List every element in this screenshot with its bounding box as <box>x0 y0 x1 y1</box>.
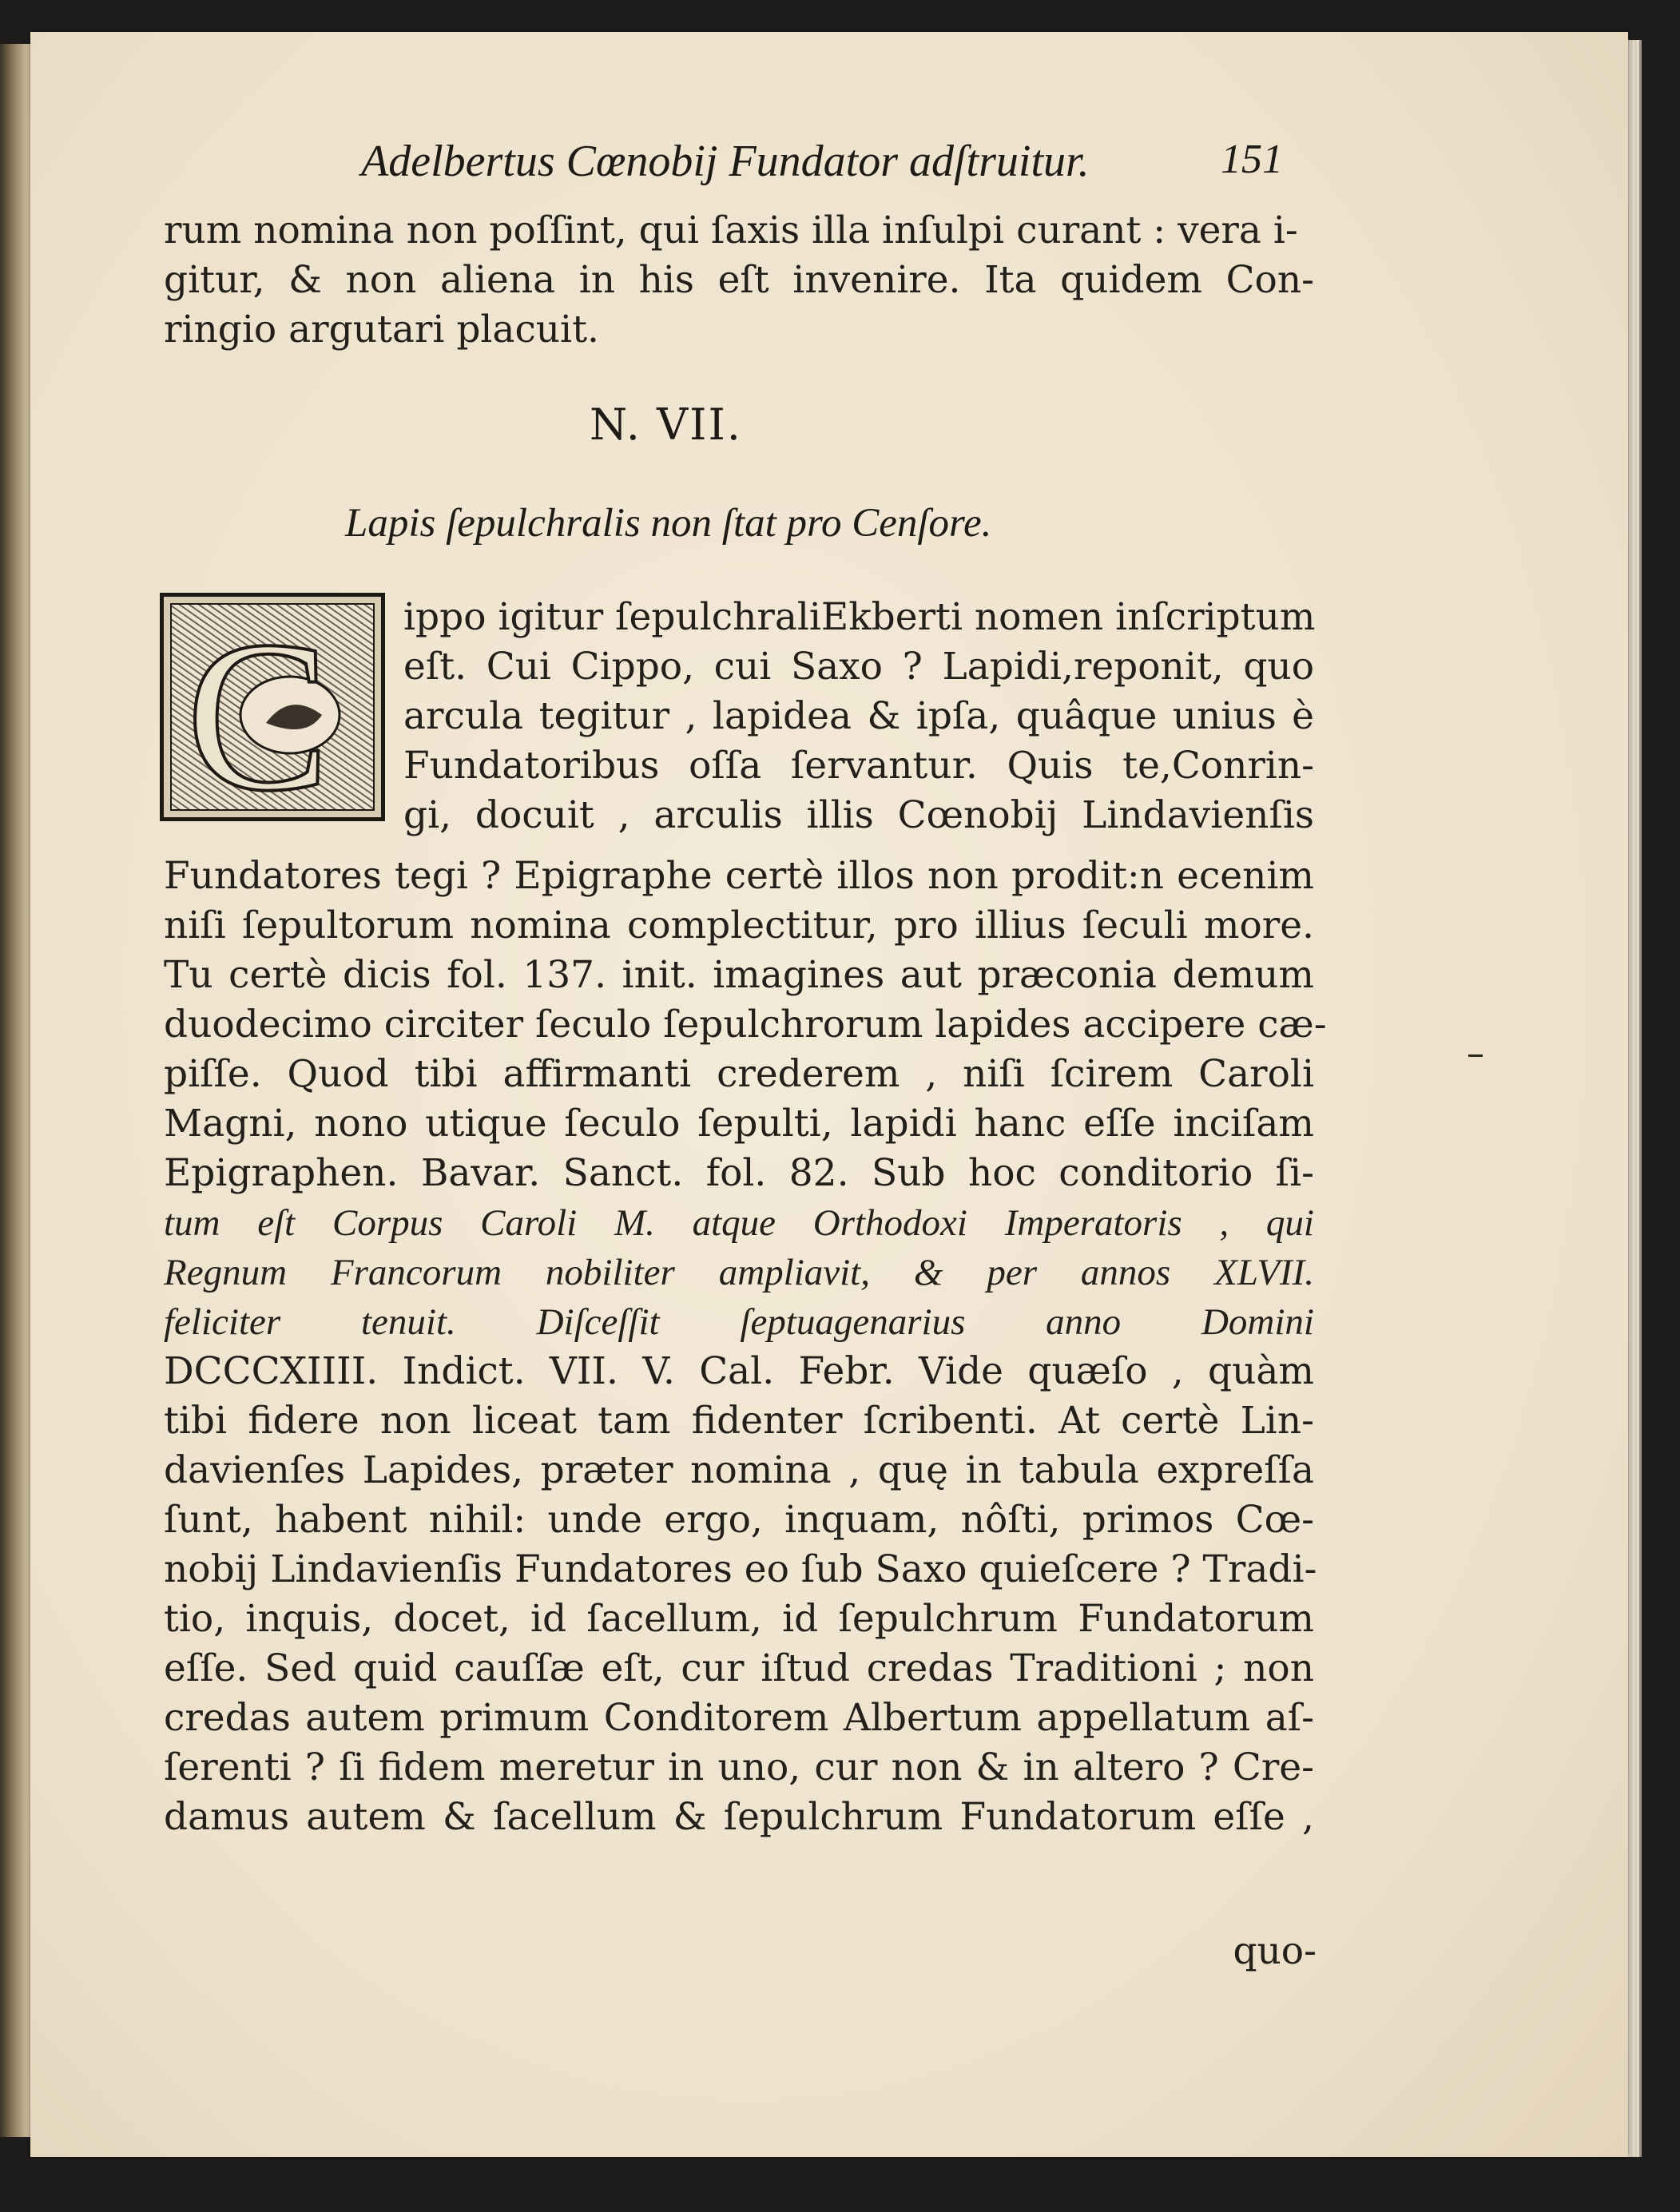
initial-letter-c-icon <box>170 603 375 811</box>
text-line: tibi fidere non liceat tam fidenter ſcribenti. At certè Lin- <box>164 1399 1314 1443</box>
section-number: N. VII. <box>590 399 742 450</box>
section-title: Lapis ſepulchralis non ſtat pro Cenſore. <box>345 501 992 546</box>
running-title: Adelbertus Cœnobij Fundator adſtruitur. <box>361 137 1090 186</box>
text-line: ippo igitur ſepulchraliEkberti nomen inſcriptum <box>403 595 1316 639</box>
text-line: rum nomina non poſſint, qui ſaxis illa inſulpi curant : vera i- <box>164 208 1298 252</box>
text-line: tio, inquis, docet, id ſacellum, id ſepulchrum Fundatorum <box>164 1597 1314 1641</box>
text-line: DCCCXIIII. Indict. VII. V. Cal. Febr. Vide quæſo , quàm <box>164 1349 1314 1393</box>
text-line: niſi ſepultorum nomina complectitur, pro illius ſeculi more. <box>164 903 1314 947</box>
text-line: davienſes Lapides, præter nomina , quę in tabula expreſſa <box>164 1448 1314 1492</box>
decorated-initial <box>160 593 385 821</box>
text-line: Fundatores tegi ? Epigraphe certè illos non prodit:n ecenim <box>164 854 1314 898</box>
margin-mark <box>1468 1054 1483 1057</box>
text-line: feliciter tenuit. Diſceſſit ſeptuagenarius anno Domini <box>164 1301 1314 1343</box>
text-line: tum eſt Corpus Caroli M. atque Orthodoxi Imperatoris , qui <box>164 1202 1314 1244</box>
text-line: gi, docuit , arculis illis Cœnobij Lindavienſis <box>403 793 1314 837</box>
text-line: damus autem & ſacellum & ſepulchrum Fundatorum eſſe , <box>164 1795 1314 1839</box>
text-line: ſerenti ? ſi fidem meretur in uno, cur non & in altero ? Cre- <box>164 1745 1314 1789</box>
book-left-edge <box>0 44 30 2137</box>
drop-cap-letter: C <box>186 603 331 811</box>
text-line: arcula tegitur , lapidea & ipſa, quâque unius è <box>403 694 1314 738</box>
text-line: piſſe. Quod tibi affirmanti crederem , niſi ſcirem Caroli <box>164 1052 1314 1096</box>
text-line: gitur, & non aliena in his eſt invenire. Ita quidem Con- <box>164 258 1314 302</box>
text-line: eſt. Cui Cippo, cui Saxo ? Lapidi,reponit, quo <box>403 645 1314 689</box>
text-line: duodecimo circiter ſeculo ſepulchrorum lapides accipere cæ- <box>164 1003 1327 1046</box>
text-line: nobij Lindavienſis Fundatores eo ſub Saxo quieſcere ? Tradi- <box>164 1547 1317 1591</box>
text-line: Epigraphen. Bavar. Sanct. fol. 82. Sub hoc conditorio ſi- <box>164 1151 1314 1195</box>
text-line: Tu certè dicis fol. 137. init. imagines aut præconia demum <box>164 953 1314 997</box>
text-line: eſſe. Sed quid cauſſæ eſt, cur iſtud credas Traditioni ; non <box>164 1646 1314 1690</box>
page-number: 151 <box>1221 137 1283 182</box>
text-line: credas autem primum Conditorem Albertum appellatum aſ- <box>164 1696 1314 1740</box>
text-line: Regnum Francorum nobiliter ampliavit, & per annos XLVII. <box>164 1252 1314 1293</box>
text-line: Magni, nono utique ſeculo ſepulti, lapidi hanc eſſe inciſam <box>164 1102 1314 1146</box>
catchword: quo- <box>1233 1929 1317 1973</box>
text-line: Fundatoribus oſſa ſervantur. Quis te,Conrin- <box>403 744 1314 788</box>
text-line: ſunt, habent nihil: unde ergo, inquam, nôſti, primos Cœ- <box>164 1498 1314 1542</box>
text-line: ringio argutari placuit. <box>164 308 599 351</box>
